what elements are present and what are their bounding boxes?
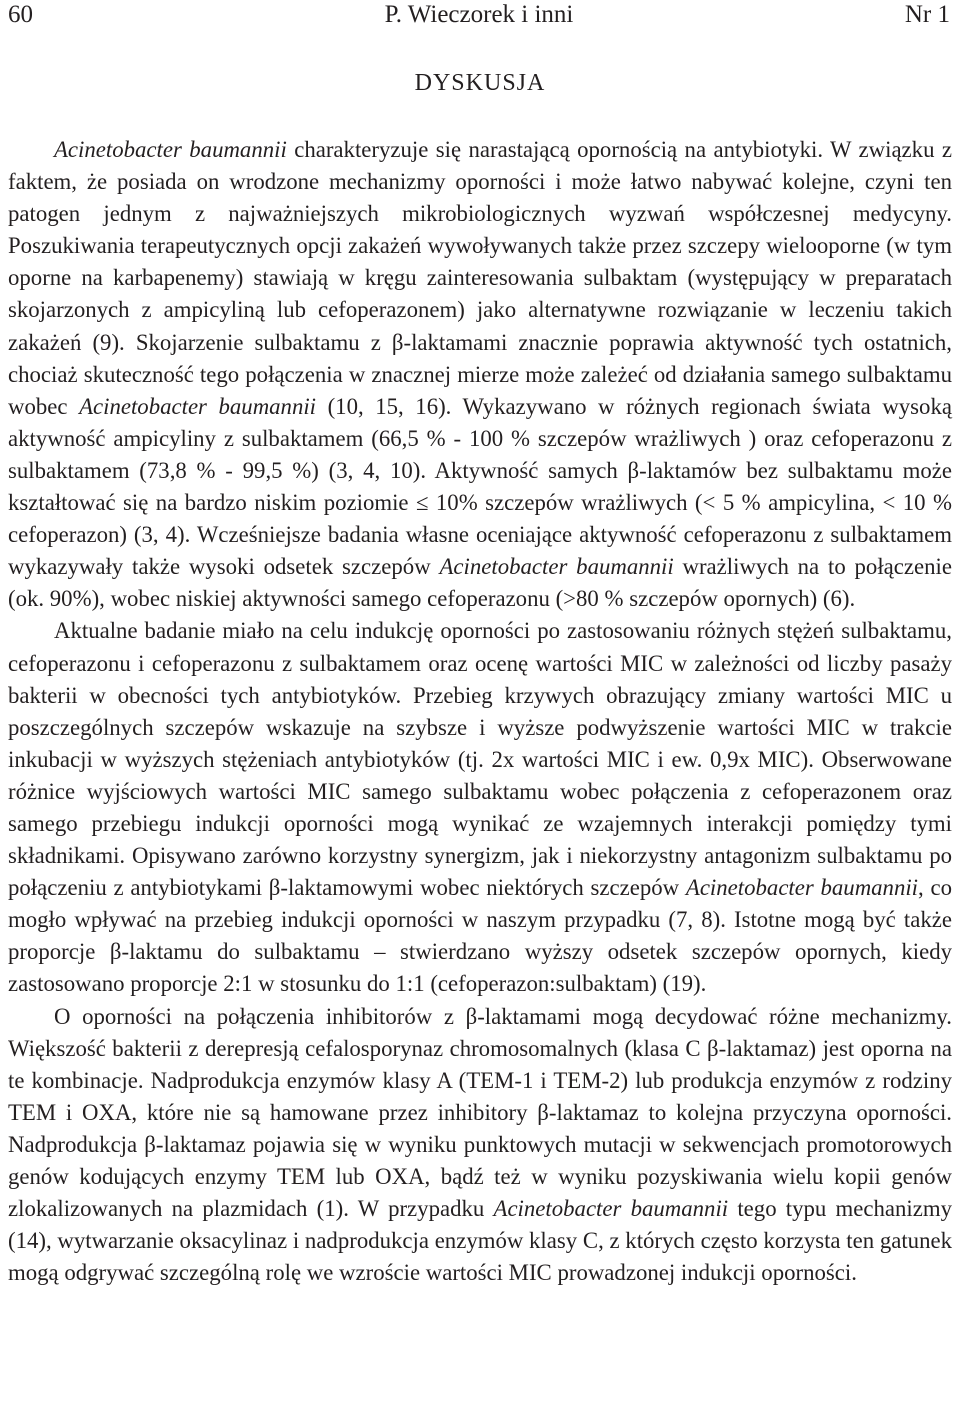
text-span: (10, 15, 16). Wykazywano w różnych regionach świata wysoką aktywność ampicyliny z sulbaktamem (66,5 % - 100 % szczepów wrażliwych ) oraz cefoperazonu z sulbaktamem (73,8 % - 99,5 %) (3, 4, 10). Aktywność samych β-laktamów bez sulbaktamu może kształtować się na bardzo niskim poziomie ≤ 10% szczepów wrażliwych (< 5 % ampicylina, < 10 % cefoperazon) (3, 4). Wcześniejsze badania własne oceniające aktywność cefoperazonu z sulbaktamem wykazywały także wysoki odsetek szczepów <box>8 393 952 580</box>
running-header <box>8 0 950 30</box>
species-name: Acinetobacter baumannii <box>493 1196 729 1222</box>
text-span: Aktualne badanie miało na celu indukcję oporności po zastosowaniu różnych stężeń sulbaktamu, cefoperazonu i cefoperazonu z sulbaktamem oraz ocenę wartości MIC w zależności od liczby pasaży bakterii w obecności tych antybiotyków. Przebieg krzywych obrazujący zmiany wartości MIC u poszczególnych szczepów wskazuje na szybsze i wyższe podwyższenie wartości MIC w trakcie inkubacji w wyższych stężeniach antybiotyków (tj. 2x wartości MIC i ew. 0,9x MIC). Obserwowane różnice wyjściowych wartości MIC samego sulbaktamu wobec połączenia z cefoperazonem oraz samego przebiegu indukcji oporności mogą wynikać ze wzajemnych interakcji pomiędzy tymi składnikami. Opisywano zarówno korzystny synergizm, jak i niekorzystny antagonizm sulbaktamu po połączeniu z antybiotykami β-laktamowymi wobec niektórych szczepów <box>8 618 952 901</box>
species-name: Acinetobacter baumannii <box>439 554 674 580</box>
paragraph <box>8 1001 952 1290</box>
species-name: Acinetobacter baumannii <box>685 875 919 901</box>
text-span: charakteryzuje się narastającą opornością na antybiotyki. W związku z faktem, że posiada on wrodzone mechanizmy oporności i może łatwo nabywać kolejne, czyni ten patogen jednym z najważniejszych mikrobiologicznych wyzwań współczesnej medycyny. Poszukiwania terapeutycznych opcji zakażeń wywoływanych także przez szczepy wielooporne (w tym oporne na karbapenemy) stawiają w kręgu zainteresowania sulbaktam (występujący w preparatach skojarzonych z ampicyliną lub cefoperazonem) jako alternatywne rozwiązanie w leczeniu takich zakażeń (9). Skojarzenie sulbaktamu z β-laktamami znacznie poprawia aktywność tych ostatnich, chociaż skuteczność tego połączenia w znacznej mierze może zależeć od działania samego sulbaktamu wobec <box>8 137 952 419</box>
issue-number: Nr 1 <box>904 1 950 28</box>
text-span: O oporności na połączenia inhibitorów z β-laktamami mogą decydować różne mechanizmy. Większość bakterii z derepresją cefalosporynaz chromosomalnych (klasa C β-laktamaz) jest oporna na te kombinacje. Nadprodukcja enzymów klasy A (TEM-1 i TEM-2) lub produkcja enzymów z rodziny TEM i OXA, które nie są hamowane przez inhibitory β-laktamaz to kolejna przyczyna oporności. Nadprodukcja β-laktamaz pojawia się w wyniku punktowych mutacji w sekwencjach promotorowych genów kodujących enzymy TEM lub OXA, bądź też w wyniku pozyskiwania wielu kopii genów zlokalizowanych na plazmidach (1). W przypadku <box>8 1003 952 1222</box>
text-span: wrażliwych na to połączenie (ok. 90%), wobec niskiej aktywności samego cefoperazonu (>80 % szczepów opornych) (6). <box>8 554 952 612</box>
text-span: tego typu mechanizmy (14), wytwarzanie oksacylinaz i nadprodukcja enzymów klasy C, z których często korzysta ten gatunek mogą odgrywać szczególną rolę we wzroście wartości MIC prowadzonej indukcji oporności. <box>8 1196 953 1286</box>
paragraph <box>8 615 952 1000</box>
paragraph <box>8 134 952 615</box>
text-span: , co mogło wpływać na przebieg indukcji oporności w naszym przypadku (7, 8). Istotne mogą być także proporcje β-laktamu do sulbaktamu – stwierdzano wyższy odsetek szczepów opornych, kiedy zastosowano proporcje 2:1 w stosunku do 1:1 (cefoperazon:sulbaktam) (19). <box>8 875 952 997</box>
body-text <box>8 134 952 1289</box>
page-number: 60 <box>8 1 33 28</box>
species-name: Acinetobacter baumannii <box>54 137 287 162</box>
species-name: Acinetobacter baumannii <box>79 393 317 419</box>
section-heading: DYSKUSJA <box>414 70 546 96</box>
running-title: P. Wieczorek i inni <box>384 1 574 28</box>
